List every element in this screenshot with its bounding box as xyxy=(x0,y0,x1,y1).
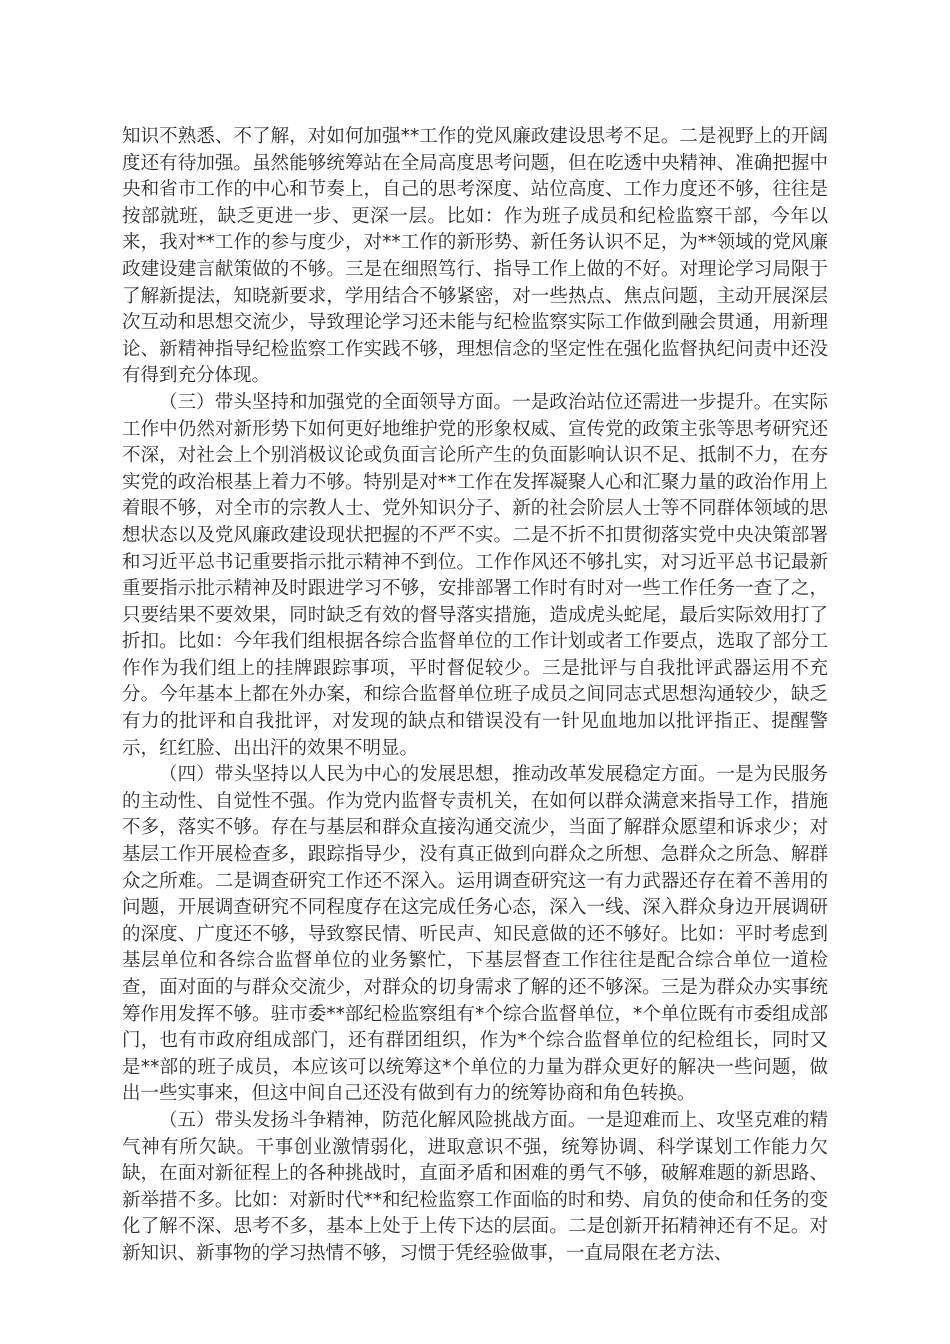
paragraph-section-4: （四）带头坚持以人民为中心的发展思想，推动改革发展稳定方面。一是为民服务的主动性、自觉性不强。作为党内监督专责机关，在如何以群众满意来指导工作，措施不多，落实不够。存在与基层和群众直接沟通交流少，当面了解群众愿望和诉求少；对基层工作开展检查多，跟踪指导少，没有真正做到向群众之所想、急群众之所急、解群众之所难。二是调查研究工作还不深入。运用调查研究这一有力武器还存在着不善用的问题，开展调查研究不同程度存在这完成任务心态，深入一线、深入群众身边开展调研的深度、广度还不够，导致察民情、听民声、知民意做的还不够好。比如：平时考虑到基层单位和各综合监督单位的业务繁忙，下基层督查工作往往是配合综合单位一道检查，面对面的与群众交流少，对群众的切身需求了解的还不够深。三是为群众办实事统筹作用发挥不够。驻市委**部纪检监察组有*个综合监督单位，*个单位既有市委组成部门，也有市政府组成部门，还有群团组织，作为*个综合监督单位的纪检组长，同时又是**部的班子成员，本应该可以统筹这*个单位的力量为群众更好的解决一些问题，做出一些实事来，但这中间自己还没有做到有力的统筹协商和角色转换。 xyxy=(122,764,828,1105)
paragraph-section-5: （五）带头发扬斗争精神，防范化解风险挑战方面。一是迎难而上、攻坚克难的精气神有所欠缺。干事创业激情弱化，进取意识不强，统筹协调、科学谋划工作能力欠缺，在面对新征程上的各种挑战时，直面矛盾和困难的勇气不够，破解难题的新思路、新举措不多。比如：对新时代**和纪检监察工作面临的时和势、肩负的使命和任务的变化了解不深、思考不多，基本上处于上传下达的层面。二是创新开拓精神还有不足。对新知识、新事物的学习热情不够，习惯于凭经验做事，一直局限在老方法、 xyxy=(122,1109,828,1264)
paragraph-section-3: （三）带头坚持和加强党的全面领导方面。一是政治站位还需进一步提升。在实际工作中仍然对新形势下如何更好地维护党的形象权威、宣传党的政策主张等思考研究还不深，对社会上个别消极议论或负面言论所产生的负面影响认识不足、抵制不力，在夯实党的政治根基上着力不够。特别是对**工作在发挥凝聚人心和汇聚力量的政治作用上着眼不够，对全市的宗教人士、党外知识分子、新的社会阶层人士等不同群体领域的思想状态以及党风廉政建设现状把握的不严不实。二是不折不扣贯彻落实党中央决策部署和习近平总书记重要指示批示精神不到位。工作作风还不够扎实，对习近平总书记最新重要指示批示精神及时跟进学习不够，安排部署工作时有时对一些工作任务一查了之，只要结果不要效果，同时缺乏有效的督导落实措施，造成虎头蛇尾，最后实际效用打了折扣。比如：今年我们组根据各综合监督单位的工作计划或者工作要点，选取了部分工作作为我们组上的挂牌跟踪事项，平时督促较少。三是批评与自我批评武器运用不充分。今年基本上都在外办案，和综合监督单位班子成员之间同志式思想沟通较少，缺乏有力的批评和自我批评，对发现的缺点和错误没有一针见血地加以批评指正、提醒警示，红红脸、出出汗的效果不明显。 xyxy=(122,391,828,759)
paragraph-continuation: 知识不熟悉、不了解，对如何加强**工作的党风廉政建设思考不足。二是视野上的开阔度还有待加强。虽然能够统筹站在全局高度思考问题，但在吃透中央精神、准确把握中央和省市工作的中心和节奏上，自己的思考深度、站位高度、工作力度还不够，往往是按部就班，缺乏更进一步、更深一层。比如：作为班子成员和纪检监察干部，今年以来，我对**工作的参与度少，对**工作的新形势、新任务认识不足，为**领域的党风廉政建设建言献策做的不够。三是在细照笃行、指导工作上做的不好。对理论学习局限于了解新提法，知晓新要求，学用结合不够紧密，对一些热点、焦点问题，主动开展深层次互动和思想交流少，导致理论学习还未能与纪检监察实际工作做到融会贯通，用新理论、新精神指导纪检监察工作实践不够，理想信念的坚定性在强化监督执纪问责中还没有得到充分体现。 xyxy=(122,126,828,387)
document-body xyxy=(122,124,828,1268)
